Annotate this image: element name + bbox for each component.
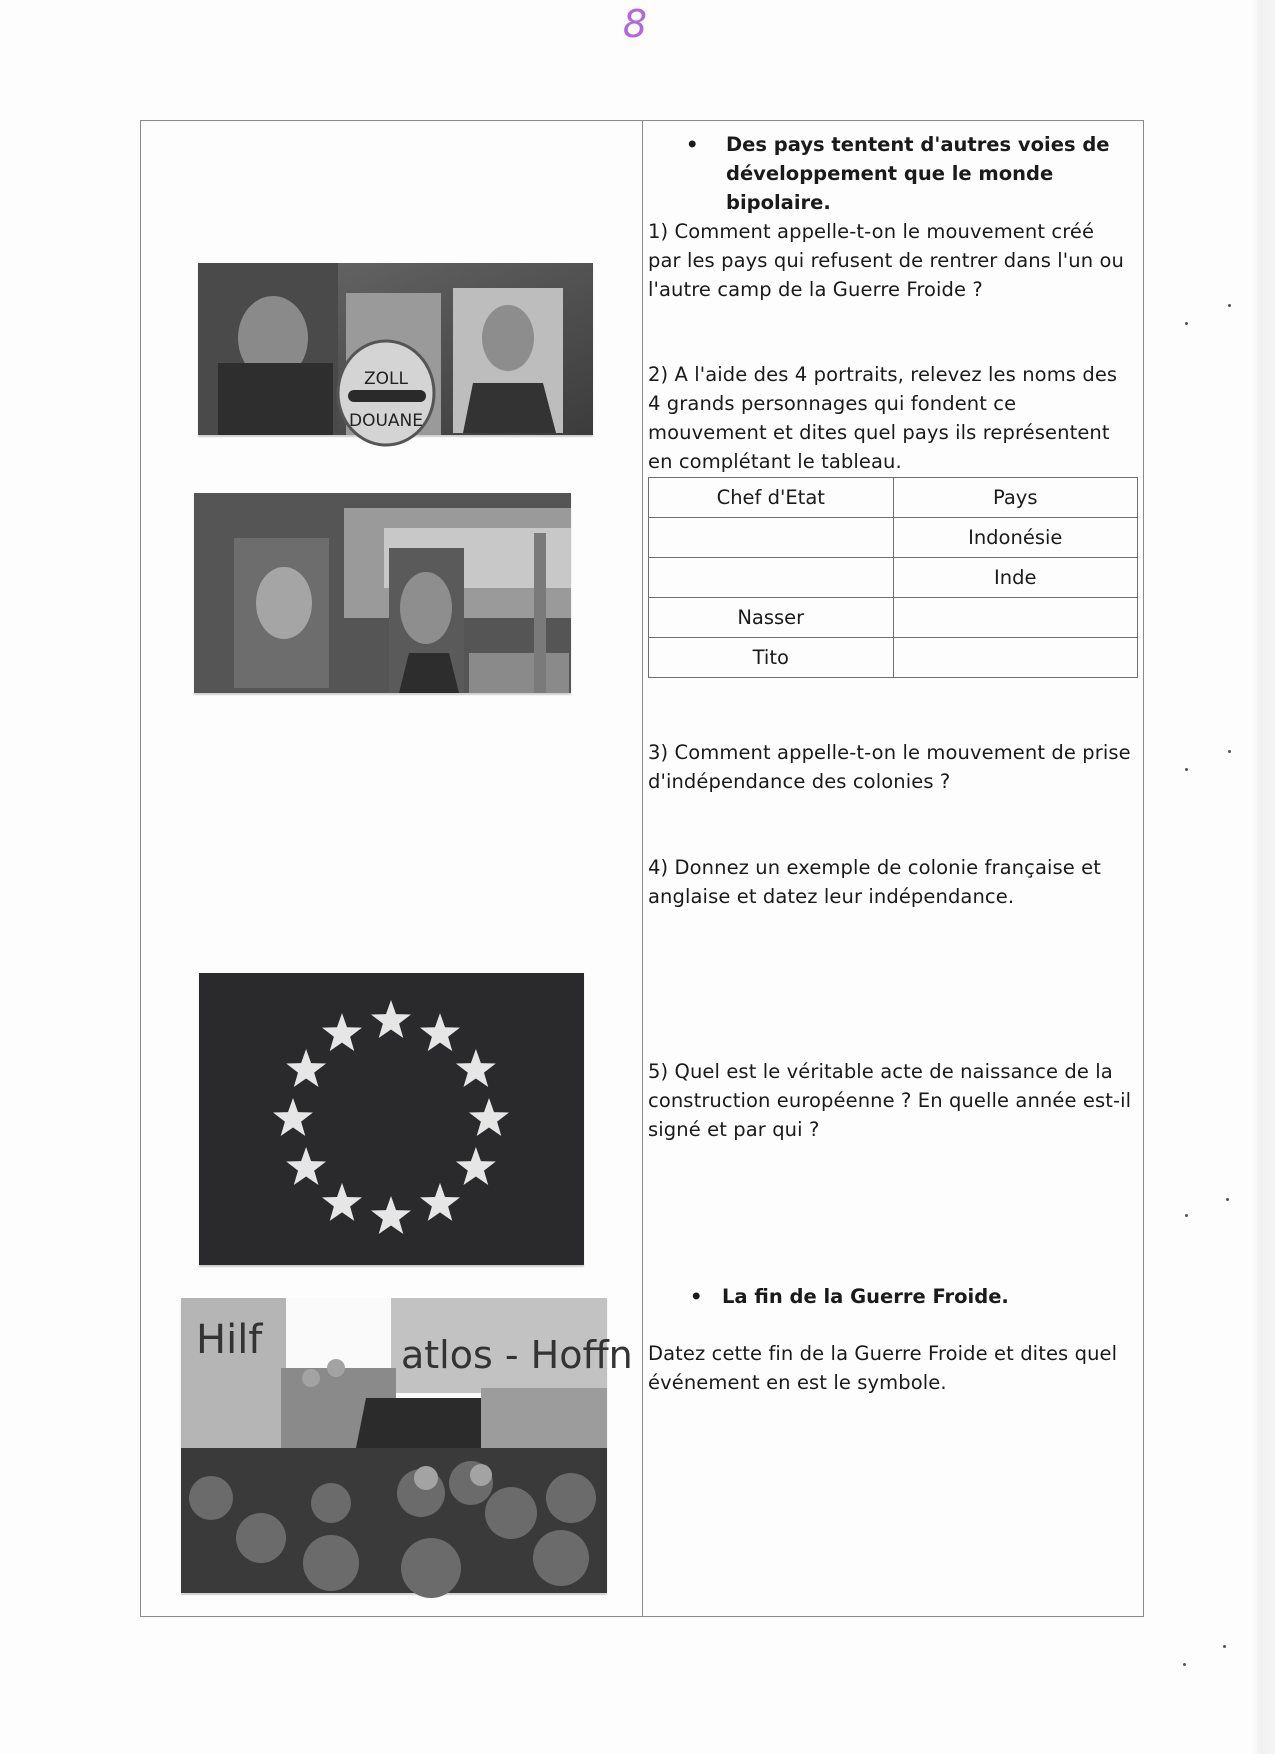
bullet-icon: •	[686, 133, 699, 156]
portraits-photo-nehru-nasser	[194, 493, 571, 693]
sign-zoll-text: ZOLL	[364, 369, 408, 389]
table-cell-chef: Tito	[649, 638, 894, 678]
question-5: 5) Quel est le véritable acte de naissance de la construction européenne ? En quelle année est-il signé et par qui ?	[648, 1060, 1132, 1141]
scan-edge-shade	[1253, 0, 1275, 1754]
section-heading-text: La fin de la Guerre Froide.	[722, 1285, 1009, 1308]
question-3: 3) Comment appelle-t-on le mouvement de prise d'indépendance des colonies ?	[648, 741, 1131, 793]
table-row	[649, 518, 1138, 558]
table-header-row	[649, 478, 1138, 518]
table-row	[649, 558, 1138, 598]
question-1: 1) Comment appelle-t-on le mouvement créé par les pays qui refusent de rentrer dans l'un ou l'autre camp de la Guerre Froide ?	[648, 220, 1124, 301]
table-cell-chef: Nasser	[649, 598, 894, 638]
column-divider	[642, 121, 643, 1616]
table-row	[649, 598, 1138, 638]
section-heading-text: Des pays tentent d'autres voies de développement que le monde bipolaire.	[726, 133, 1110, 214]
table-cell-pays: Indonésie	[893, 518, 1138, 558]
table-header-pays: Pays	[893, 478, 1138, 518]
scan-speck	[1226, 1198, 1229, 1201]
bullet-icon: •	[690, 1285, 703, 1308]
table-cell-chef[interactable]	[649, 558, 894, 598]
scan-speck	[1183, 1663, 1186, 1666]
page-number: 8	[622, 2, 648, 46]
table-row	[649, 638, 1138, 678]
scan-speck	[1185, 1214, 1188, 1217]
table-cell-pays[interactable]	[893, 638, 1138, 678]
scan-speck	[1228, 750, 1231, 753]
scan-speck	[1185, 768, 1188, 771]
table-cell-pays: Inde	[893, 558, 1138, 598]
graffiti-left-text: Hilf	[196, 1317, 263, 1363]
question-end-cold-war: Datez cette fin de la Guerre Froide et dites quel événement en est le symbole.	[648, 1342, 1118, 1394]
sign-douane-text: DOUANE	[348, 411, 424, 431]
question-2: 2) A l'aide des 4 portraits, relevez les noms des 4 grands personnages qui fondent ce mouvement et dites quel pays ils représentent en complétant le tableau.	[648, 363, 1118, 473]
scan-speck	[1228, 304, 1231, 307]
table-cell-pays[interactable]	[893, 598, 1138, 638]
table-cell-chef[interactable]	[649, 518, 894, 558]
portraits-photo-sukarno-tito	[198, 263, 593, 435]
graffiti-right-text: atlos - Hoffn	[401, 1333, 633, 1377]
question-4: 4) Donnez un exemple de colonie française et anglaise et datez leur indépendance.	[648, 856, 1102, 908]
eu-flag-photo	[199, 973, 584, 1265]
berlin-wall-photo	[181, 1298, 633, 1593]
heads-of-state-table	[648, 477, 1138, 678]
table-header-chef: Chef d'Etat	[649, 478, 894, 518]
scan-speck	[1223, 1645, 1226, 1648]
scan-speck	[1185, 322, 1188, 325]
